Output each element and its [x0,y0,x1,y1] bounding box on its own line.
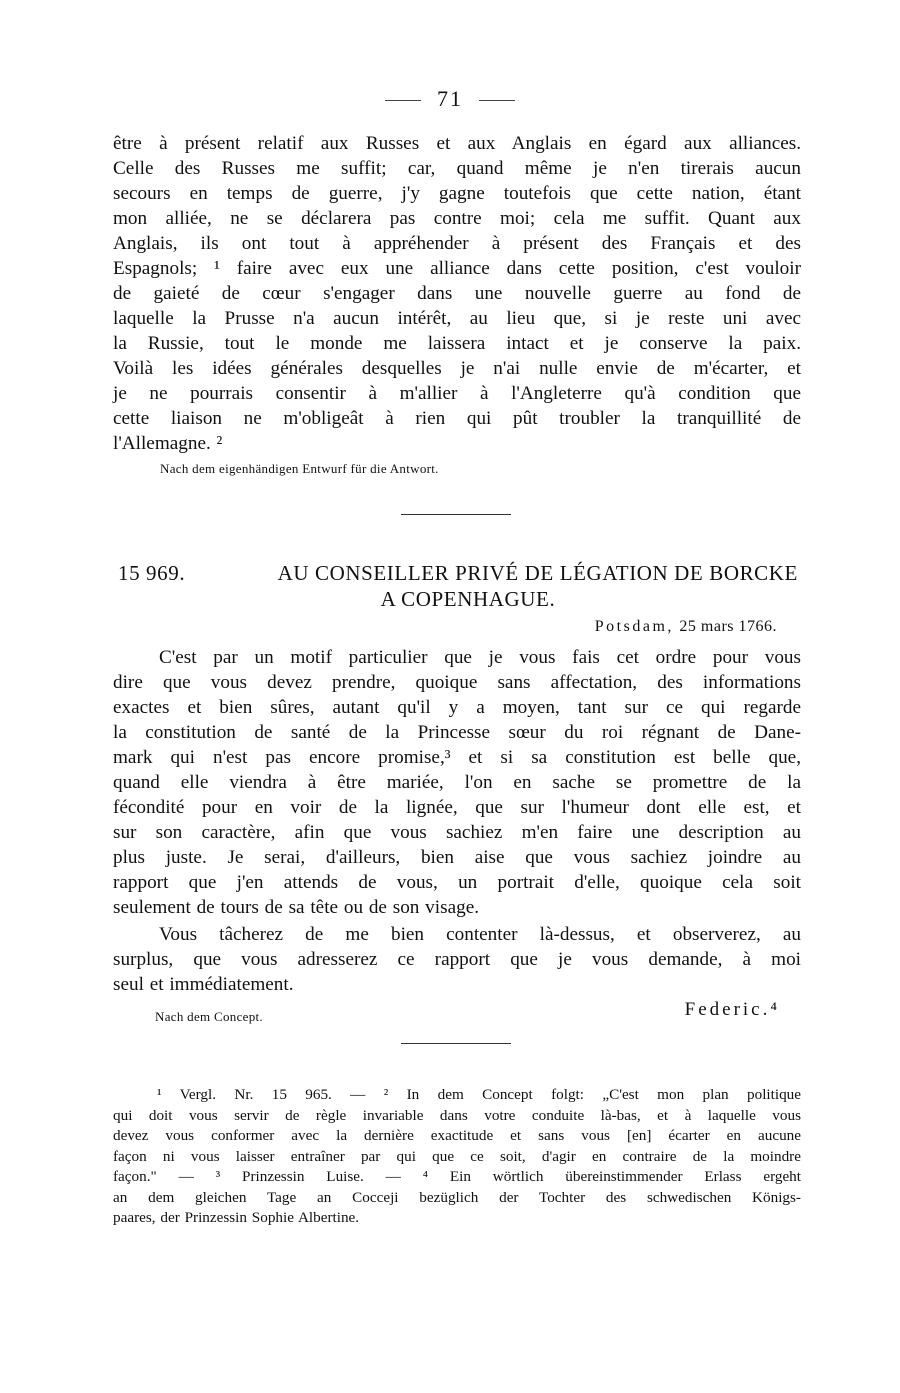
letter-place: Potsdam, [594,618,674,635]
letter2-source-note: Nach dem Concept. [155,1009,263,1024]
letter1-source-note: Nach dem eigenhändigen Entwurf für die Antwort. [160,461,439,476]
text-line: Celle des Russes me suffit; car, quand même je n'en tirerais aucun [113,158,801,179]
letter-title-line2: A COPENHAGUE. [380,587,556,611]
text-line: la Russie, tout le monde me laissera intact et je conserve la paix. [113,333,801,354]
footnote-line: qui doit vous servir de règle invariable dans votre conduite là-bas, et à laquelle vous [113,1106,801,1124]
footnote-line: façon." — ³ Prinzessin Luise. — ⁴ Ein wörtlich übereinstimmender Erlass ergeht [113,1168,801,1185]
section-divider [401,514,511,515]
text-line: cette liaison ne m'obligeât à rien qui pût troubler la tranquillité de [113,408,801,429]
text-line: exactes et bien sûres, autant qu'il y a moyen, tant sur ce qui regarde [113,697,801,718]
section-divider [401,1043,511,1044]
text-line: je ne pourrais consentir à m'allier à l'Angleterre qu'à condition que [113,383,801,404]
text-line: Espagnols; ¹ faire avec eux une alliance dans cette position, c'est vouloir [113,258,801,279]
letter-date: 25 mars 1766. [679,618,777,635]
text-line: Anglais, ils ont tout à appréhender à présent des Français et des [113,233,801,254]
text-line: C'est par un motif particulier que je vous fais cet ordre pour vous [159,647,801,668]
letter1-text [113,131,801,456]
text-line: dire que vous devez prendre, quoique sans affectation, des informations [113,672,801,693]
text-line: l'Allemagne. ² [113,433,223,454]
text-line: seul et immédiatement. [113,974,294,995]
letter-signature: Federic.⁴ [684,999,780,1020]
letter-number: 15 969. [118,561,186,585]
letter2-paragraph-2 [113,922,801,997]
text-line: laquelle la Prusse n'a aucun intérêt, au lieu que, si je reste uni avec [113,308,801,329]
footnotes [113,1085,801,1229]
text-line: mon alliée, ne se déclarera pas contre moi; cela me suffit. Quant aux [113,208,801,229]
text-line: Voilà les idées générales desquelles je n'ai nulle envie de m'écarter, et [113,358,801,379]
page-header [0,86,900,112]
text-line: sur son caractère, afin que vous sachiez m'en faire une description au [113,822,801,843]
text-line: quand elle viendra à être mariée, l'on en sache se promettre de la [113,772,801,793]
header-dash-left [385,100,421,101]
footnote-line: ¹ Vergl. Nr. 15 965. — ² In dem Concept folgt: „C'est mon plan politique [157,1086,801,1103]
text-line: fécondité pour en voir de la lignée, que sur l'humeur dont elle est, et [113,797,801,818]
letter-heading [118,561,798,612]
letter-dateline [113,618,777,636]
text-line: surplus, que vous adresserez ce rapport que je vous demande, à moi [113,949,801,970]
text-line: la constitution de santé de la Princesse sœur du roi régnant de Dane- [113,722,801,743]
footnote-line: paares, der Prinzessin Sophie Albertine. [113,1209,360,1226]
text-line: rapport que j'en attends de vous, un portrait d'elle, quoique cela soit [113,872,801,893]
footnote-line: devez vous conformer avec la dernière exactitude et sans vous [en] écarter en aucune [113,1127,801,1144]
footnote-line: an dem gleichen Tage an Cocceji bezüglich der Tochter des schwedischen Königs- [113,1188,801,1206]
text-line: de gaieté de cœur s'engager dans une nouvelle guerre au fond de [113,283,801,304]
header-dash-right [479,100,515,101]
text-line: seulement de tours de sa tête ou de son visage. [113,897,480,918]
letter2-paragraph-1 [113,645,801,920]
text-line: Vous tâcherez de me bien contenter là-dessus, et observerez, au [159,924,801,945]
text-line: être à présent relatif aux Russes et aux Anglais en égard aux alliances. [113,133,801,154]
page-number: 71 [437,86,463,111]
text-line: plus juste. Je serai, d'ailleurs, bien aise que vous sachiez joindre au [113,847,801,868]
footnote-line: façon ni vous laisser entraîner par qui que ce soit, d'agir en contraire de la moindre [113,1147,801,1165]
letter-title-line1: AU CONSEILLER PRIVÉ DE LÉGATION DE BORCKE [277,561,798,585]
text-line: mark qui n'est pas encore promise,³ et si sa constitution est belle que, [113,747,801,768]
text-line: secours en temps de guerre, j'y gagne toutefois que cette nation, étant [113,183,801,204]
